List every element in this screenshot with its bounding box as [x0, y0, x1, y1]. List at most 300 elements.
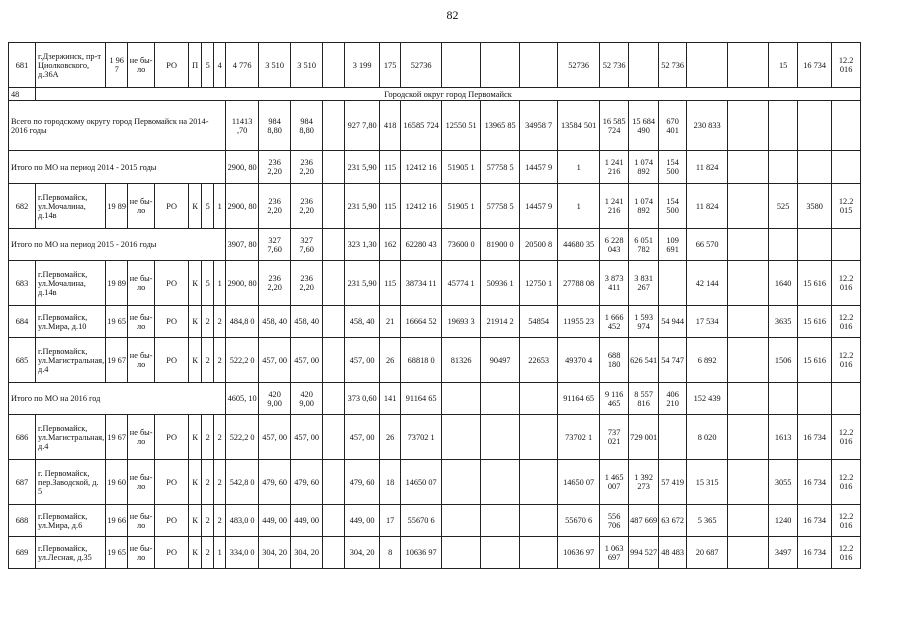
table-cell: К	[189, 537, 202, 569]
table-cell	[520, 505, 558, 537]
table-cell: 45774 1	[442, 261, 481, 306]
table-cell	[728, 229, 769, 261]
table-cell: 327 7,60	[291, 229, 323, 261]
table-cell: 323 1,30	[345, 229, 380, 261]
table-cell: 681	[9, 43, 36, 88]
summary-row	[9, 229, 861, 261]
table-cell: 55670 6	[401, 505, 442, 537]
table-cell: 19 89	[106, 261, 128, 306]
table-cell: 683	[9, 261, 36, 306]
table-cell: 20500 8	[520, 229, 558, 261]
table-cell: 12.2 016	[832, 460, 861, 505]
table-row	[9, 460, 861, 505]
table-cell: 479, 60	[291, 460, 323, 505]
table-cell	[481, 383, 520, 415]
table-cell	[798, 229, 832, 261]
table-cell: 334,0 0	[226, 537, 259, 569]
table-cell: 19 89	[106, 184, 128, 229]
table-cell: 14650 07	[558, 460, 600, 505]
table-cell: г.Первомайск, ул.Лесная, д.35	[36, 537, 106, 569]
table-cell: 1 063 697	[600, 537, 629, 569]
table-cell: 327 7,60	[259, 229, 291, 261]
table-cell: г. Первомайск, пер.Заводской, д. 5	[36, 460, 106, 505]
table-cell: не бы- ло	[128, 306, 155, 338]
table-cell: 3 831 267	[629, 261, 659, 306]
table-cell: 12.2 016	[832, 261, 861, 306]
table-cell: 8	[380, 537, 401, 569]
table-cell: 44680 35	[558, 229, 600, 261]
table-row	[9, 261, 861, 306]
table-cell: не бы- ло	[128, 415, 155, 460]
table-cell: 13584 501	[558, 101, 600, 151]
table-cell: 689	[9, 537, 36, 569]
table-cell: 994 527	[629, 537, 659, 569]
table-cell: 10636 97	[558, 537, 600, 569]
table-cell: РО	[155, 261, 189, 306]
table-cell: 26	[380, 415, 401, 460]
table-cell: 1	[214, 537, 226, 569]
page-number: 82	[446, 8, 459, 22]
table-cell: 2	[214, 415, 226, 460]
table-cell: 3 510	[291, 43, 323, 88]
table-cell: 162	[380, 229, 401, 261]
table-cell: 8 557 816	[629, 383, 659, 415]
table-cell: г.Первомайск, ул.Мочалина, д.14в	[36, 261, 106, 306]
table-cell	[728, 383, 769, 415]
table-cell: 15 616	[798, 261, 832, 306]
table-cell: 729 001	[629, 415, 659, 460]
table-cell: 5	[202, 43, 214, 88]
table-cell	[323, 101, 345, 151]
table-cell: 1 074 892	[629, 151, 659, 184]
table-cell	[659, 415, 687, 460]
section-title: Городской округ город Первомайск	[36, 88, 861, 101]
table-cell	[798, 383, 832, 415]
table-cell: 68818 0	[401, 338, 442, 383]
table-cell	[442, 383, 481, 415]
table-cell: 457, 00	[291, 415, 323, 460]
table-cell	[323, 537, 345, 569]
table-cell: 236 2,20	[291, 261, 323, 306]
table-cell	[323, 43, 345, 88]
table-cell: 682	[9, 184, 36, 229]
table-cell: 458, 40	[345, 306, 380, 338]
table-cell: 38734 11	[401, 261, 442, 306]
table-cell: 19 67	[106, 415, 128, 460]
table-cell: 154 500	[659, 151, 687, 184]
table-cell: 231 5,90	[345, 261, 380, 306]
table-cell: 236 2,20	[259, 151, 291, 184]
table-cell	[481, 537, 520, 569]
table-cell: не бы- ло	[128, 505, 155, 537]
table-cell: 81326	[442, 338, 481, 383]
table-cell: 686	[9, 415, 36, 460]
table-cell: 81900 0	[481, 229, 520, 261]
table-cell	[629, 43, 659, 88]
table-cell: 154 500	[659, 184, 687, 229]
table-cell: г.Дзержинск, пр-т Циолковского, д.36А	[36, 43, 106, 88]
table-cell: 1	[558, 151, 600, 184]
table-cell: К	[189, 505, 202, 537]
table-cell: 1240	[769, 505, 798, 537]
table-cell: К	[189, 460, 202, 505]
table-cell: 1	[558, 184, 600, 229]
table-cell	[832, 383, 861, 415]
table-cell: К	[189, 184, 202, 229]
table-cell: 2	[214, 338, 226, 383]
table-cell: 3 873 411	[600, 261, 629, 306]
table-cell: 236 2,20	[291, 184, 323, 229]
table-cell: 11955 23	[558, 306, 600, 338]
table-cell: 1 074 892	[629, 184, 659, 229]
table-cell	[728, 151, 769, 184]
table-cell: 16 734	[798, 537, 832, 569]
table-cell: 90497	[481, 338, 520, 383]
table-cell: 1 392 273	[629, 460, 659, 505]
table-cell: 373 0,60	[345, 383, 380, 415]
table-cell	[481, 43, 520, 88]
table-cell	[728, 306, 769, 338]
summary-row	[9, 151, 861, 184]
table-cell: 3907, 80	[226, 229, 259, 261]
table-cell: 52736	[558, 43, 600, 88]
table-cell: 2	[214, 460, 226, 505]
table-cell: К	[189, 306, 202, 338]
table-cell: 26	[380, 338, 401, 383]
table-cell: 484,8 0	[226, 306, 259, 338]
table-cell: 3580	[798, 184, 832, 229]
table-cell: 11413 ,70	[226, 101, 259, 151]
table-row	[9, 537, 861, 569]
table-cell: 19 65	[106, 306, 128, 338]
table-cell: 12412 16	[401, 184, 442, 229]
table-cell: 231 5,90	[345, 151, 380, 184]
table-cell	[728, 460, 769, 505]
table-cell: г.Первомайск, ул.Мира, д.10	[36, 306, 106, 338]
table-cell: 19693 3	[442, 306, 481, 338]
table-cell: 141	[380, 383, 401, 415]
table-cell: 73702 1	[401, 415, 442, 460]
table-cell: г.Первомайск, ул.Мира, д.6	[36, 505, 106, 537]
table-cell: Итого по МО на 2016 год	[9, 383, 226, 415]
table-cell: 19 67	[106, 338, 128, 383]
table-cell	[728, 184, 769, 229]
table-cell: 420 9,00	[259, 383, 291, 415]
table-cell: 2	[202, 415, 214, 460]
table-cell: 15 315	[687, 460, 728, 505]
table-cell: 449, 00	[259, 505, 291, 537]
table-cell: 15 684 490	[629, 101, 659, 151]
table-cell: 525	[769, 184, 798, 229]
table-cell	[323, 383, 345, 415]
table-cell: 1 96 7	[106, 43, 128, 88]
table-cell: 19 66	[106, 505, 128, 537]
table-cell: 12.2 016	[832, 537, 861, 569]
table-cell: К	[189, 261, 202, 306]
table-cell: 73702 1	[558, 415, 600, 460]
table-cell: 687	[9, 460, 36, 505]
table-cell: 2	[214, 306, 226, 338]
table-row	[9, 43, 861, 88]
table-cell: 231 5,90	[345, 184, 380, 229]
table-cell: 6 892	[687, 338, 728, 383]
table-row	[9, 505, 861, 537]
table-cell: РО	[155, 184, 189, 229]
table-cell: 16 734	[798, 460, 832, 505]
table-cell: 14457 9	[520, 151, 558, 184]
table-cell: 4605, 10	[226, 383, 259, 415]
summary-row	[9, 101, 861, 151]
table-cell	[659, 261, 687, 306]
table-cell: РО	[155, 505, 189, 537]
table-cell	[323, 261, 345, 306]
table-cell: 483,0 0	[226, 505, 259, 537]
table-cell: 3055	[769, 460, 798, 505]
table-cell: 19 60	[106, 460, 128, 505]
table-cell: 4 776	[226, 43, 259, 88]
table-cell: 6 051 782	[629, 229, 659, 261]
table-cell	[442, 415, 481, 460]
table-cell: 21	[380, 306, 401, 338]
table-cell	[728, 415, 769, 460]
table-cell: не бы- ло	[128, 261, 155, 306]
table-cell: РО	[155, 415, 189, 460]
table-cell: К	[189, 338, 202, 383]
table-cell: 62280 43	[401, 229, 442, 261]
table-cell: не бы- ло	[128, 184, 155, 229]
table-cell: 3635	[769, 306, 798, 338]
table-cell	[728, 101, 769, 151]
table-cell: 487 669	[629, 505, 659, 537]
section-header-row	[9, 88, 861, 101]
table-cell: 556 706	[600, 505, 629, 537]
table-cell: 21914 2	[481, 306, 520, 338]
table-cell: 3497	[769, 537, 798, 569]
table-cell: 457, 00	[345, 415, 380, 460]
table-cell: 449, 00	[345, 505, 380, 537]
table-cell: 12.2 016	[832, 338, 861, 383]
table-cell: 57 419	[659, 460, 687, 505]
table-cell: 449, 00	[291, 505, 323, 537]
table-cell: 52 736	[600, 43, 629, 88]
table-cell: 2	[202, 306, 214, 338]
table-cell: 522,2 0	[226, 415, 259, 460]
table-cell	[728, 338, 769, 383]
table-cell: Итого по МО на период 2014 - 2015 годы	[9, 151, 226, 184]
table-cell: 17	[380, 505, 401, 537]
table-cell	[442, 537, 481, 569]
table-cell: 418	[380, 101, 401, 151]
table-cell: 458, 40	[259, 306, 291, 338]
table-cell: г.Первомайск, ул.Магистральная, д.4	[36, 415, 106, 460]
table-cell: 13965 85	[481, 101, 520, 151]
table-cell: 91164 65	[401, 383, 442, 415]
table-cell	[798, 151, 832, 184]
table-cell: 1 666 452	[600, 306, 629, 338]
table-cell: РО	[155, 338, 189, 383]
table-cell	[323, 184, 345, 229]
table-cell: 1640	[769, 261, 798, 306]
table-cell: 304, 20	[259, 537, 291, 569]
table-cell: 66 570	[687, 229, 728, 261]
table-cell: 236 2,20	[259, 184, 291, 229]
table-cell	[442, 505, 481, 537]
table-row	[9, 184, 861, 229]
summary-row	[9, 383, 861, 415]
table-cell: 10636 97	[401, 537, 442, 569]
table-cell	[520, 460, 558, 505]
table-cell: не бы- ло	[128, 460, 155, 505]
table-cell: 19 65	[106, 537, 128, 569]
table-cell: 927 7,80	[345, 101, 380, 151]
table-cell: 8 020	[687, 415, 728, 460]
table-cell: РО	[155, 460, 189, 505]
table-cell	[323, 505, 345, 537]
table-cell	[323, 306, 345, 338]
table-cell	[687, 43, 728, 88]
table-cell: 304, 20	[345, 537, 380, 569]
table-cell: К	[189, 415, 202, 460]
table-cell: 91164 65	[558, 383, 600, 415]
table-cell: 12750 1	[520, 261, 558, 306]
table-cell	[728, 537, 769, 569]
table-cell: Всего по городскому округу город Первомайск на 2014-2016 годы	[9, 101, 226, 151]
table-cell: 18	[380, 460, 401, 505]
table-cell: 11 824	[687, 184, 728, 229]
table-cell: 49370 4	[558, 338, 600, 383]
table-cell: 22653	[520, 338, 558, 383]
table-cell: 3 510	[259, 43, 291, 88]
table-cell	[728, 505, 769, 537]
section-number: 48	[9, 88, 36, 101]
table-cell: 2	[202, 460, 214, 505]
table-cell: 3 199	[345, 43, 380, 88]
table-cell: 27788 08	[558, 261, 600, 306]
table-cell: 6 228 043	[600, 229, 629, 261]
table-cell: 542,8 0	[226, 460, 259, 505]
table-cell: 152 439	[687, 383, 728, 415]
table-cell	[481, 415, 520, 460]
table-cell	[728, 261, 769, 306]
table-cell	[481, 460, 520, 505]
housing-register-table	[8, 42, 861, 569]
table-cell: 1 241 216	[600, 184, 629, 229]
table-cell: 73600 0	[442, 229, 481, 261]
table-cell: 406 210	[659, 383, 687, 415]
table-cell: 11 824	[687, 151, 728, 184]
table-cell: РО	[155, 43, 189, 88]
table-cell: 2900, 80	[226, 261, 259, 306]
table-cell: 15	[769, 43, 798, 88]
table-cell: 2900, 80	[226, 184, 259, 229]
table-cell: 16 734	[798, 505, 832, 537]
table-cell: 4	[214, 43, 226, 88]
table-cell: П	[189, 43, 202, 88]
table-cell: 54 944	[659, 306, 687, 338]
table-cell	[323, 338, 345, 383]
table-cell: г.Первомайск, ул.Магистральная, д.4	[36, 338, 106, 383]
table-cell: 12.2 015	[832, 184, 861, 229]
table-cell: 457, 00	[345, 338, 380, 383]
table-cell: 115	[380, 261, 401, 306]
table-cell	[798, 101, 832, 151]
table-cell: 57758 5	[481, 184, 520, 229]
table-cell: 522,2 0	[226, 338, 259, 383]
table-cell: 1613	[769, 415, 798, 460]
table-cell: 16664 52	[401, 306, 442, 338]
table-cell: 16 585 724	[600, 101, 629, 151]
table-cell: 5	[202, 261, 214, 306]
table-cell	[769, 151, 798, 184]
table-cell: 737 021	[600, 415, 629, 460]
table-cell: 12.2 016	[832, 306, 861, 338]
table-cell: 109 691	[659, 229, 687, 261]
table-cell: 115	[380, 151, 401, 184]
table-row	[9, 415, 861, 460]
table-cell: РО	[155, 306, 189, 338]
table-cell: 458, 40	[291, 306, 323, 338]
table-cell: 14650 07	[401, 460, 442, 505]
table-cell: 54 747	[659, 338, 687, 383]
table-cell	[832, 101, 861, 151]
table-cell: 1	[214, 261, 226, 306]
table-cell	[323, 415, 345, 460]
table-cell	[520, 383, 558, 415]
table-cell: 51905 1	[442, 151, 481, 184]
table-cell	[520, 537, 558, 569]
table-cell: 2	[202, 338, 214, 383]
table-cell: 626 541	[629, 338, 659, 383]
table-cell: 304, 20	[291, 537, 323, 569]
table-cell	[832, 229, 861, 261]
table-cell: не бы- ло	[128, 537, 155, 569]
table-cell	[323, 151, 345, 184]
table-cell: 52 736	[659, 43, 687, 88]
table-cell: 1 593 974	[629, 306, 659, 338]
table-cell	[769, 229, 798, 261]
table-cell	[769, 101, 798, 151]
table-cell: 15 616	[798, 306, 832, 338]
table-cell: 48 483	[659, 537, 687, 569]
table-cell: 684	[9, 306, 36, 338]
table-cell: 688	[9, 505, 36, 537]
table-cell	[481, 505, 520, 537]
table-cell: 984 8,80	[259, 101, 291, 151]
table-cell: 63 672	[659, 505, 687, 537]
table-cell	[728, 43, 769, 88]
table-cell: 2	[202, 537, 214, 569]
table-cell: Итого по МО на период 2015 - 2016 годы	[9, 229, 226, 261]
table-cell: 479, 60	[345, 460, 380, 505]
table-cell: 670 401	[659, 101, 687, 151]
table-cell: 685	[9, 338, 36, 383]
table-cell: 12412 16	[401, 151, 442, 184]
table-cell: не бы- ло	[128, 338, 155, 383]
table-cell: 55670 6	[558, 505, 600, 537]
table-cell: 457, 00	[259, 415, 291, 460]
table-cell: 175	[380, 43, 401, 88]
table-cell: 236 2,20	[291, 151, 323, 184]
table-cell: 16 734	[798, 415, 832, 460]
table-cell: 12.2 016	[832, 415, 861, 460]
table-cell: 15 616	[798, 338, 832, 383]
table-cell: 54854	[520, 306, 558, 338]
table-cell: 16585 724	[401, 101, 442, 151]
table-cell: 984 8,80	[291, 101, 323, 151]
table-cell: 2900, 80	[226, 151, 259, 184]
table-cell: 1 241 216	[600, 151, 629, 184]
table-cell: не бы- ло	[128, 43, 155, 88]
